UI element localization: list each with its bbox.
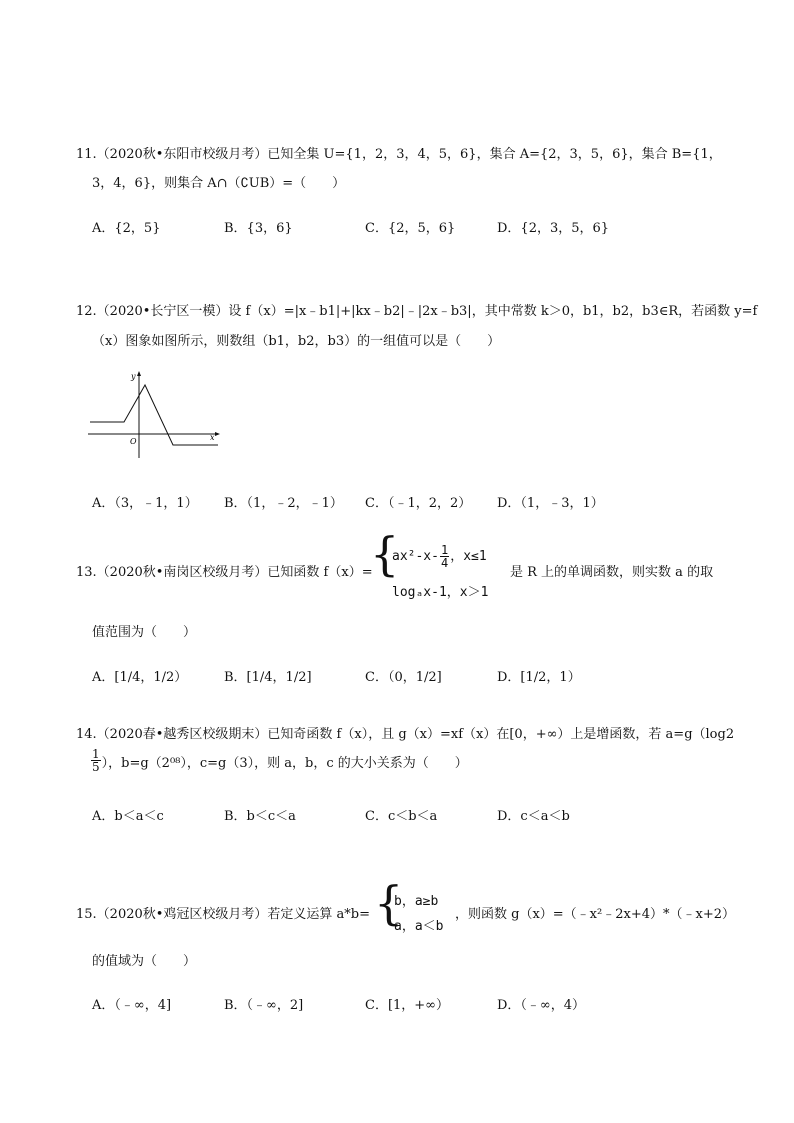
q14-option-c[interactable]: C．c＜b＜a [365,809,438,824]
q12-stem-line1: 12.（2020•长宁区一模）设 f（x）=|x﹣b1|+|kx﹣b2|﹣|2x﹣b3|，其中常数 k＞0，b1，b2，b3∈R，若函数 y=f [76,304,758,319]
q15-stem-prefix: 15.（2020秋•鸡冠区校级月考）若定义运算 a*b= [76,907,371,922]
q11-option-b[interactable]: B．{3，6} [224,221,293,236]
q15-option-c[interactable]: C．[1，+∞） [365,998,450,1013]
q14-stem-line1: 14.（2020春•越秀区校级期末）已知奇函数 f（x），且 g（x）=xf（x）在[0，+∞）上是增函数，若 a=g（log2 [76,727,735,742]
q13-case1: ax²-x- $\frac{1}{4}$ ，x≤1 [392,543,487,570]
q14-option-d[interactable]: D．c＜a＜b [497,809,570,824]
q11-stem-line2: 3，4，6}，则集合 A∩（∁UB）=（ ） [92,176,346,191]
q13-option-c[interactable]: C．（0，1/2] [365,670,442,685]
q14-option-b[interactable]: B．b＜c＜a [224,809,296,824]
q13-case2: logₐx-1，x＞1 [392,585,489,600]
q11-option-c[interactable]: C．{2，5，6} [365,221,456,236]
q15-stem-line2: 的值域为（ ） [92,954,197,969]
q12-function-graph [88,368,228,463]
q12-graph-origin-label: O [130,437,137,446]
q15-option-b[interactable]: B．（﹣∞，2] [224,998,304,1013]
q13-stem-prefix: 13.（2020秋•南岗区校级月考）已知函数 f（x）= [76,565,373,580]
q11-option-d[interactable]: D．{2，3，5，6} [497,221,610,236]
q12-option-a[interactable]: A．（3，﹣1，1） [92,496,198,511]
q15-case1: b，a≥b [394,894,439,909]
q12-option-c[interactable]: C．（﹣1，2，2） [365,496,472,511]
q15-option-d[interactable]: D．（﹣∞，4） [497,998,586,1013]
q15-option-a[interactable]: A．（﹣∞，4] [92,998,172,1013]
q13-stem-line2: 值范围为（ ） [92,625,197,640]
q12-option-d[interactable]: D．（1，﹣3，1） [497,496,604,511]
q13-left-brace: { [370,527,400,581]
q13-option-b[interactable]: B．[1/4，1/2] [224,670,312,685]
q11-option-a[interactable]: A．{2，5} [92,221,161,236]
q14-option-a[interactable]: A．b＜a＜c [92,809,164,824]
q12-graph-x-label: x [210,433,215,442]
q13-option-d[interactable]: D．[1/2，1） [497,670,581,685]
q12-graph-y-label: y [131,372,136,381]
q13-option-a[interactable]: A．[1/4，1/2） [92,670,188,685]
q13-stem-suffix: 是 R 上的单调函数，则实数 a 的取 [510,565,714,580]
q15-left-brace: { [374,876,404,930]
q12-stem-line2: （x）图象如图所示，则数组（b1，b2，b3）的一组值可以是（ ） [92,334,501,349]
q12-option-b[interactable]: B．（1，﹣2，﹣1） [224,496,343,511]
q11-stem-line1: 11.（2020秋•东阳市校级月考）已知全集 U={1，2，3，4，5，6}，集合 A={2，3，5，6}，集合 B={1， [76,147,722,162]
q15-stem-suffix: ，则函数 g（x）=（﹣x²﹣2x+4）*（﹣x+2） [455,907,735,922]
q14-stem-line2: $\frac{1}{5}$ ），b=g（2⁰⁸），c=g（3），则 a，b，c 的大小关系为（ ） [92,747,468,774]
q15-case2: a，a＜b [394,919,444,934]
